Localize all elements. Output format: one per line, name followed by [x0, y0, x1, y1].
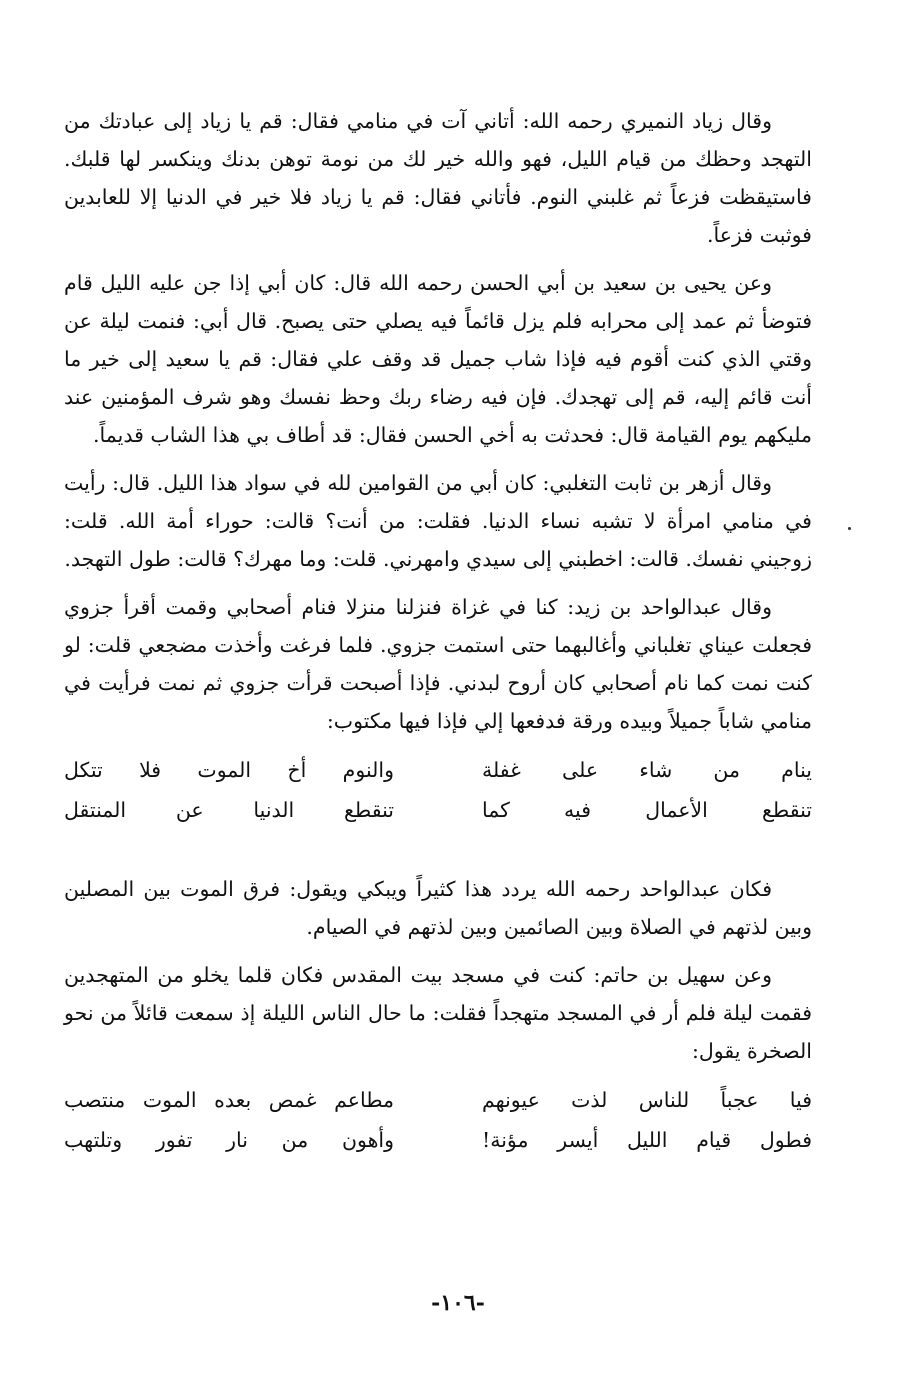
- paragraph-suhail: وعن سهيل بن حاتم: كنت في مسجد بيت المقدس فكان قلما يخلو من المتهجدين فقمت ليلة فلم أر في المسجد متهجداً فقلت: ما حال الناس الليلة إذ سمعت قائلاً من نحو الصخرة يقول:: [64, 963, 812, 1063]
- spacer: [64, 840, 812, 870]
- poem-verse: [64, 750, 812, 790]
- verse-second-hemistich: مطاعم غمص بعده الموت منتصب: [64, 1088, 394, 1112]
- paragraph-abdulwahid-weeping: فكان عبدالواحد رحمه الله يردد هذا كثيراً ويبكي ويقول: فرق الموت بين المصلين وبين لذتهم في الصلاة وبين الصائمين وبين لذتهم في الصيام.: [64, 877, 812, 939]
- verse-second-hemistich: والنوم أخ الموت فلا تتكل: [64, 758, 394, 782]
- verse-second-hemistich: تنقطع الدنيا عن المنتقل: [64, 798, 394, 822]
- verse-first-hemistich: ينام من شاء على غفلة: [482, 758, 812, 782]
- poem-sleep: [64, 750, 812, 830]
- poem-verse: [64, 1080, 812, 1120]
- paragraph-ziyad: وقال زياد النميري رحمه الله: أتاني آت في منامي فقال: قم يا زياد إلى عبادتك من التهجد وحظك من قيام الليل، فهو والله خير لك من نومة توهن بدنك وينكسر لها قلبك. فاستيقظت فزعاً ثم غلبني النوم. فأتاني فقال: قم يا زياد فلا خير في الدنيا إلا للعابدين فوثبت فزعاً.: [64, 109, 812, 247]
- poem-verse: [64, 790, 812, 830]
- verse-first-hemistich: فطول قيام الليل أيسر مؤنة!: [482, 1128, 812, 1152]
- poem-night-prayer: [64, 1080, 812, 1160]
- paragraph-azhar: وقال أزهر بن ثابت التغلبي: كان أبي من القوامين لله في سواد هذا الليل. قال: رأيت في منامي امرأة لا تشبه نساء الدنيا. فقلت: من أنت؟ قالت: حوراء أمة الله. قلت: زوجيني نفسك. قالت: اخطبني إلى سيدي وامهرني. قلت: وما مهرك؟ قالت: طول التهجد.: [64, 471, 812, 571]
- poem-verse: [64, 1120, 812, 1160]
- page-number: -١٠٦-: [431, 1290, 485, 1316]
- verse-first-hemistich: فيا عجباً للناس لذت عيونهم: [482, 1088, 812, 1112]
- paragraph-abdulwahid: وقال عبدالواحد بن زيد: كنا في غزاة فنزلنا منزلا فنام أصحابي وقمت أقرأ جزوي فجعلت عيناي تغلباني وأغالبهما حتى استمت جزوي. فلما فرغت وأخذت مضجعي قلت: لو كنت نمت كما نام أصحابي كان أروح لبدني. فإذا أصبحت قرأت جزوي ثم نمت فرأيت في منامي شاباً جميلاً وبيده ورقة فدفعها إلي فإذا فيها مكتوب:: [64, 595, 812, 733]
- page-body: [64, 102, 812, 1170]
- verse-second-hemistich: وأهون من نار تفور وتلتهب: [64, 1128, 394, 1152]
- verse-first-hemistich: تنقطع الأعمال فيه كما: [482, 798, 812, 822]
- paragraph-yahya: وعن يحيى بن سعيد بن أبي الحسن رحمه الله قال: كان أبي إذا جن عليه الليل قام فتوضأ ثم عمد إلى محرابه فلم يزل قائماً فيه يصلي حتى يصبح. قال أبي: فنمت ليلة عن وقتي الذي كنت أقوم فيه فإذا شاب جميل قد وقف علي فقال: قم يا سعيد إلى خير ما أنت قائم إليه، قم إلى تهجدك. فإن فيه رضاء ربك وحظ نفسك وهو شرف المؤمنين عند مليكهم يوم القيامة قال: فحدثت به أخي الحسن فقال: قد أطاف بي هذا الشاب قديماً.: [64, 271, 812, 447]
- stray-dot-mark: [848, 527, 851, 530]
